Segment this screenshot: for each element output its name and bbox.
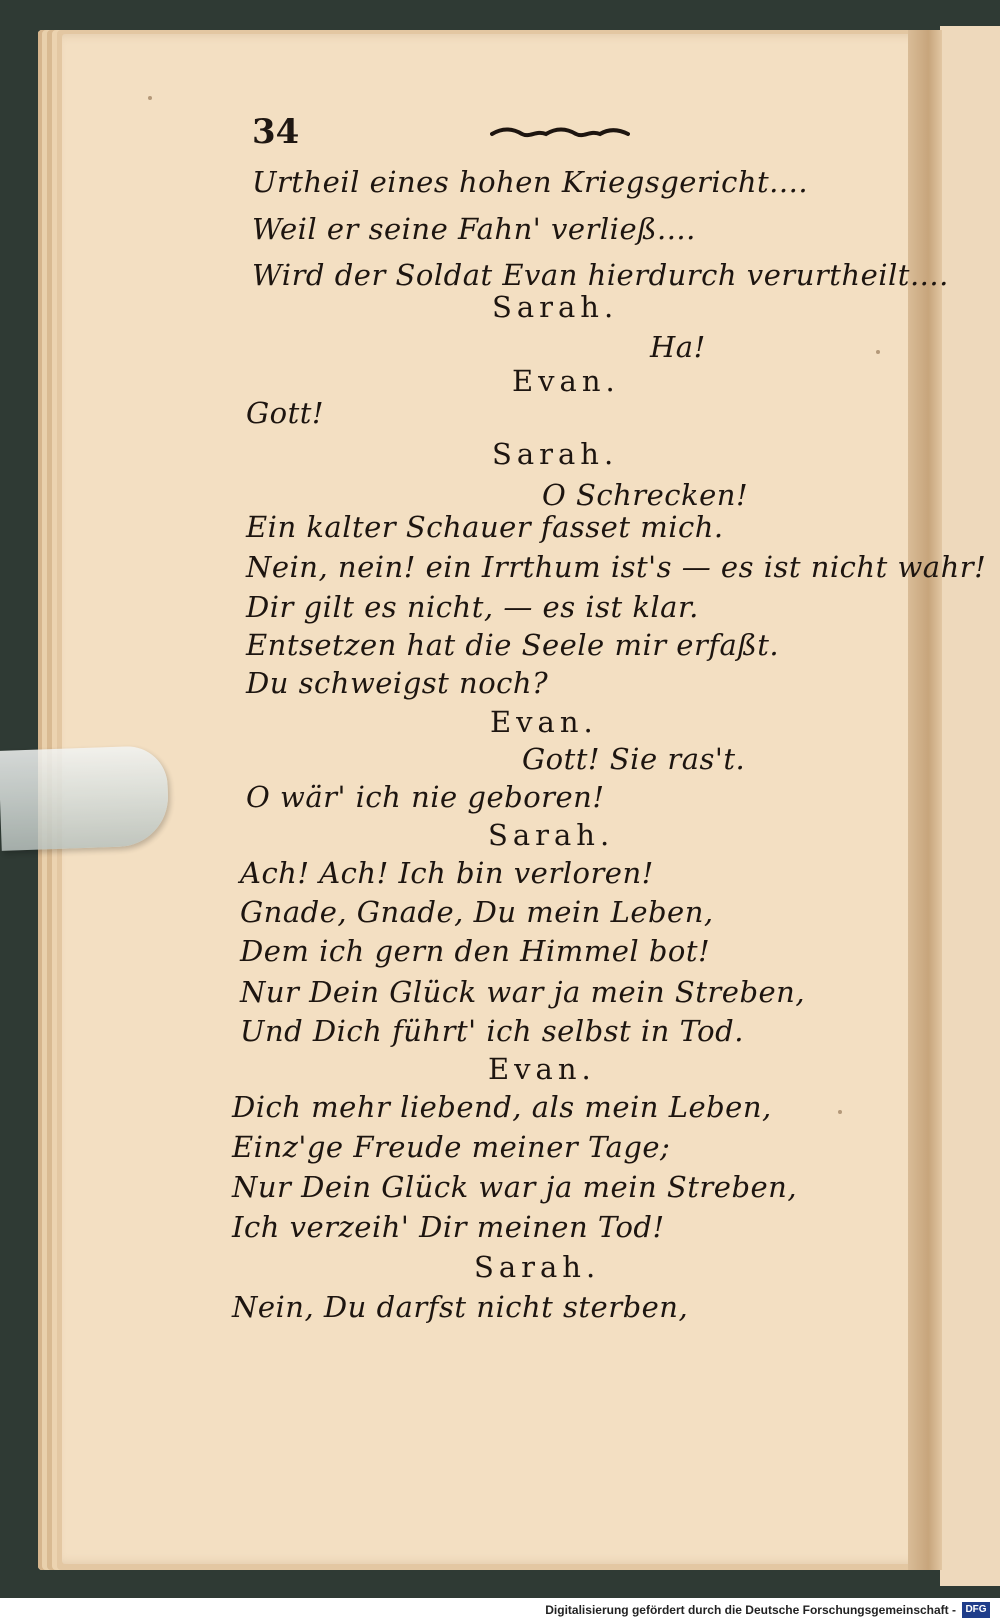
- text-line: O Schrecken!: [542, 478, 749, 512]
- text-line: Wird der Soldat Evan hierdurch verurtheilt....: [252, 258, 949, 292]
- text-line: Ha!: [650, 330, 706, 364]
- speaker-name: Sarah.: [492, 437, 619, 471]
- speaker-name: Sarah.: [492, 290, 619, 324]
- text-line: Entsetzen hat die Seele mir erfaßt.: [246, 628, 780, 662]
- speaker-name: Sarah.: [474, 1250, 601, 1284]
- text-line: O wär' ich nie geboren!: [246, 780, 605, 814]
- text-line: Gnade, Gnade, Du mein Leben,: [240, 895, 714, 929]
- text-line: Ich verzeih' Dir meinen Tod!: [232, 1210, 665, 1244]
- digitization-footer: [0, 1598, 1000, 1624]
- text-line: Dich mehr liebend, als mein Leben,: [232, 1090, 772, 1124]
- text-line: Urtheil eines hohen Kriegsgericht....: [252, 165, 809, 199]
- text-line: Ach! Ach! Ich bin verloren!: [240, 856, 654, 890]
- text-line: Gott! Sie ras't.: [522, 742, 746, 776]
- text-line: Gott!: [246, 396, 325, 430]
- page-number: 34: [252, 112, 300, 152]
- speaker-name: Evan.: [512, 364, 620, 398]
- text-line: Nein, nein! ein Irrthum ist's — es ist nicht wahr!: [246, 550, 987, 584]
- speaker-name: Evan.: [488, 1052, 596, 1086]
- text-line: Nein, Du darfst nicht sterben,: [232, 1290, 689, 1324]
- footer-credit: Digitalisierung gefördert durch die Deutsche Forschungsgemeinschaft -: [545, 1603, 956, 1617]
- text-line: Weil er seine Fahn' verließ....: [252, 212, 696, 246]
- text-line: Du schweigst noch?: [246, 666, 549, 700]
- text-line: Dir gilt es nicht, — es ist klar.: [246, 590, 699, 624]
- text-line: Und Dich führt' ich selbst in Tod.: [240, 1014, 744, 1048]
- text-line: Ein kalter Schauer fasset mich.: [246, 510, 724, 544]
- text-line: Dem ich gern den Himmel bot!: [240, 934, 711, 968]
- speaker-name: Evan.: [490, 705, 598, 739]
- text-line: Nur Dein Glück war ja mein Streben,: [232, 1170, 798, 1204]
- speaker-name: Sarah.: [488, 818, 615, 852]
- dfg-logo: DFG: [962, 1602, 990, 1618]
- text-line: Einz'ge Freude meiner Tage;: [232, 1130, 671, 1164]
- text-line: Nur Dein Glück war ja mein Streben,: [240, 975, 806, 1009]
